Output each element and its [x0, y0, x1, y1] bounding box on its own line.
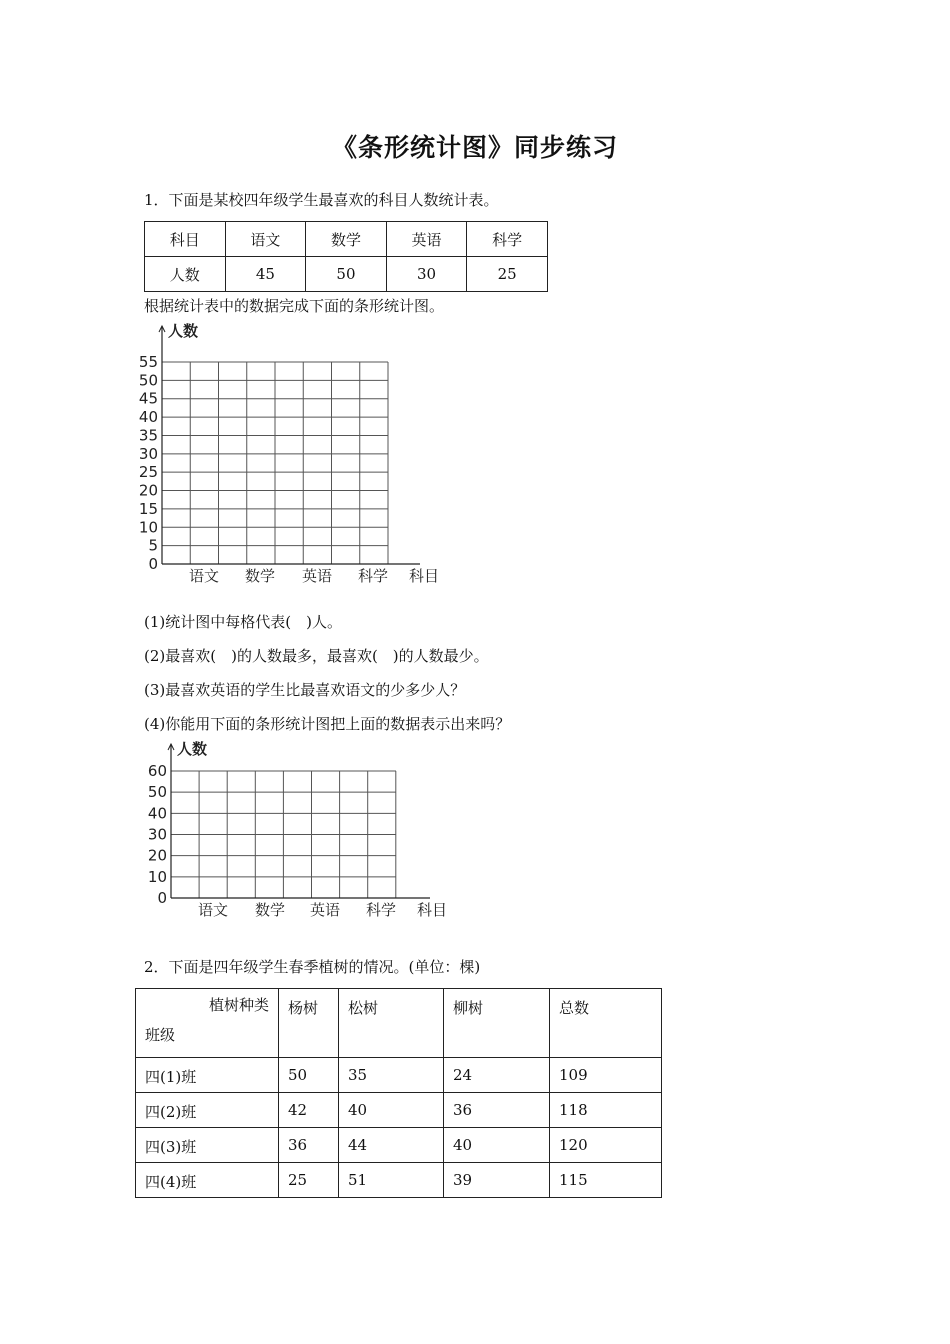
- tree-planting-table: [135, 988, 662, 1198]
- chart-instruction: 根据统计表中的数据完成下面的条形统计图。: [144, 297, 445, 315]
- x-category-label: 科学: [365, 901, 397, 919]
- y-tick-label: 0: [157, 889, 167, 907]
- table-cell: 50: [306, 257, 387, 292]
- table-cell: 51: [339, 1163, 444, 1198]
- table-cell: 118: [550, 1093, 662, 1128]
- y-tick-label: 40: [147, 804, 167, 823]
- y-tick-label: 10: [147, 867, 167, 886]
- x-category-label: 科学: [357, 567, 389, 585]
- table-cell: 四(1)班: [136, 1058, 279, 1093]
- table-cell: 松树: [339, 989, 444, 1058]
- sub-question-2: (2)最喜欢( )的人数最多，最喜欢( )的人数最少。: [144, 647, 489, 665]
- table-cell: 总数: [550, 989, 662, 1058]
- y-tick-label: 30: [138, 444, 158, 463]
- table-cell: 24: [444, 1058, 550, 1093]
- y-tick-label: 35: [138, 426, 158, 445]
- table-cell: 四(2)班: [136, 1093, 279, 1128]
- y-tick-label: 30: [147, 825, 167, 844]
- blank-bar-chart-1: [0, 318, 480, 590]
- y-tick-label: 45: [138, 389, 158, 408]
- x-axis-label: 科目: [408, 567, 440, 585]
- table-header-row: [136, 989, 662, 1058]
- table-cell: 数学: [306, 222, 387, 257]
- subject-count-table: [144, 221, 548, 292]
- table-cell: 四(3)班: [136, 1128, 279, 1163]
- y-tick-label: 40: [138, 408, 158, 427]
- y-tick-label: 5: [148, 536, 158, 555]
- table-row: [136, 1093, 662, 1128]
- x-category-label: 语文: [197, 901, 229, 919]
- table-cell: 50: [279, 1058, 339, 1093]
- table-cell: 30: [386, 257, 467, 292]
- table-cell: 杨树: [279, 989, 339, 1058]
- table-cell: 语文: [225, 222, 306, 257]
- table-cell: 人数: [145, 257, 226, 292]
- y-tick-label: 20: [147, 846, 167, 865]
- y-tick-label: 0: [148, 555, 158, 573]
- y-axis-label: 人数: [168, 322, 199, 340]
- table-row: [136, 1128, 662, 1163]
- y-axis-label: 人数: [177, 740, 208, 758]
- y-tick-label: 55: [138, 353, 158, 371]
- header-class-label: 班级: [145, 1026, 176, 1044]
- x-category-label: 数学: [254, 901, 286, 919]
- table-cell: 科学: [467, 222, 548, 257]
- table-cell: 四(4)班: [136, 1163, 279, 1198]
- table-cell: 科目: [145, 222, 226, 257]
- table-diagonal-header: [136, 989, 279, 1058]
- x-category-label: 英语: [309, 901, 341, 919]
- question-1-intro: 1．下面是某校四年级学生最喜欢的科目人数统计表。: [144, 191, 499, 209]
- table-cell: 109: [550, 1058, 662, 1093]
- table-cell: 36: [279, 1128, 339, 1163]
- y-tick-label: 10: [138, 518, 158, 537]
- table-cell: 40: [444, 1128, 550, 1163]
- x-category-label: 数学: [244, 567, 276, 585]
- table-cell: 120: [550, 1128, 662, 1163]
- y-tick-label: 50: [147, 783, 167, 802]
- table-row: [136, 1163, 662, 1198]
- table-cell: 柳树: [444, 989, 550, 1058]
- table-cell: 115: [550, 1163, 662, 1198]
- page-title: 《条形统计图》同步练习: [331, 133, 618, 162]
- table-cell: 25: [279, 1163, 339, 1198]
- y-tick-label: 60: [147, 762, 167, 780]
- sub-question-1: (1)统计图中每格代表( )人。: [144, 613, 342, 631]
- x-axis-label: 科目: [416, 901, 448, 919]
- table-row: [136, 1058, 662, 1093]
- table-header-row: [145, 222, 548, 257]
- blank-bar-chart-2: [0, 738, 480, 924]
- header-tree-type-label: 植树种类: [208, 996, 269, 1014]
- table-cell: 42: [279, 1093, 339, 1128]
- y-tick-label: 15: [138, 499, 158, 518]
- table-cell: 36: [444, 1093, 550, 1128]
- table-cell: 40: [339, 1093, 444, 1128]
- table-cell: 39: [444, 1163, 550, 1198]
- x-category-label: 英语: [301, 567, 333, 585]
- table-cell: 25: [467, 257, 548, 292]
- y-tick-label: 25: [138, 463, 158, 482]
- y-tick-label: 20: [138, 481, 158, 500]
- table-cell: 英语: [386, 222, 467, 257]
- table-cell: 35: [339, 1058, 444, 1093]
- sub-question-4: (4)你能用下面的条形统计图把上面的数据表示出来吗？: [144, 715, 511, 733]
- table-cell: 45: [225, 257, 306, 292]
- question-2-intro: 2．下面是四年级学生春季植树的情况。(单位：棵): [144, 958, 481, 976]
- sub-question-3: (3)最喜欢英语的学生比最喜欢语文的少多少人？: [144, 681, 466, 699]
- table-cell: 44: [339, 1128, 444, 1163]
- x-category-label: 语文: [188, 567, 220, 585]
- table-row: [145, 257, 548, 292]
- y-tick-label: 50: [138, 371, 158, 390]
